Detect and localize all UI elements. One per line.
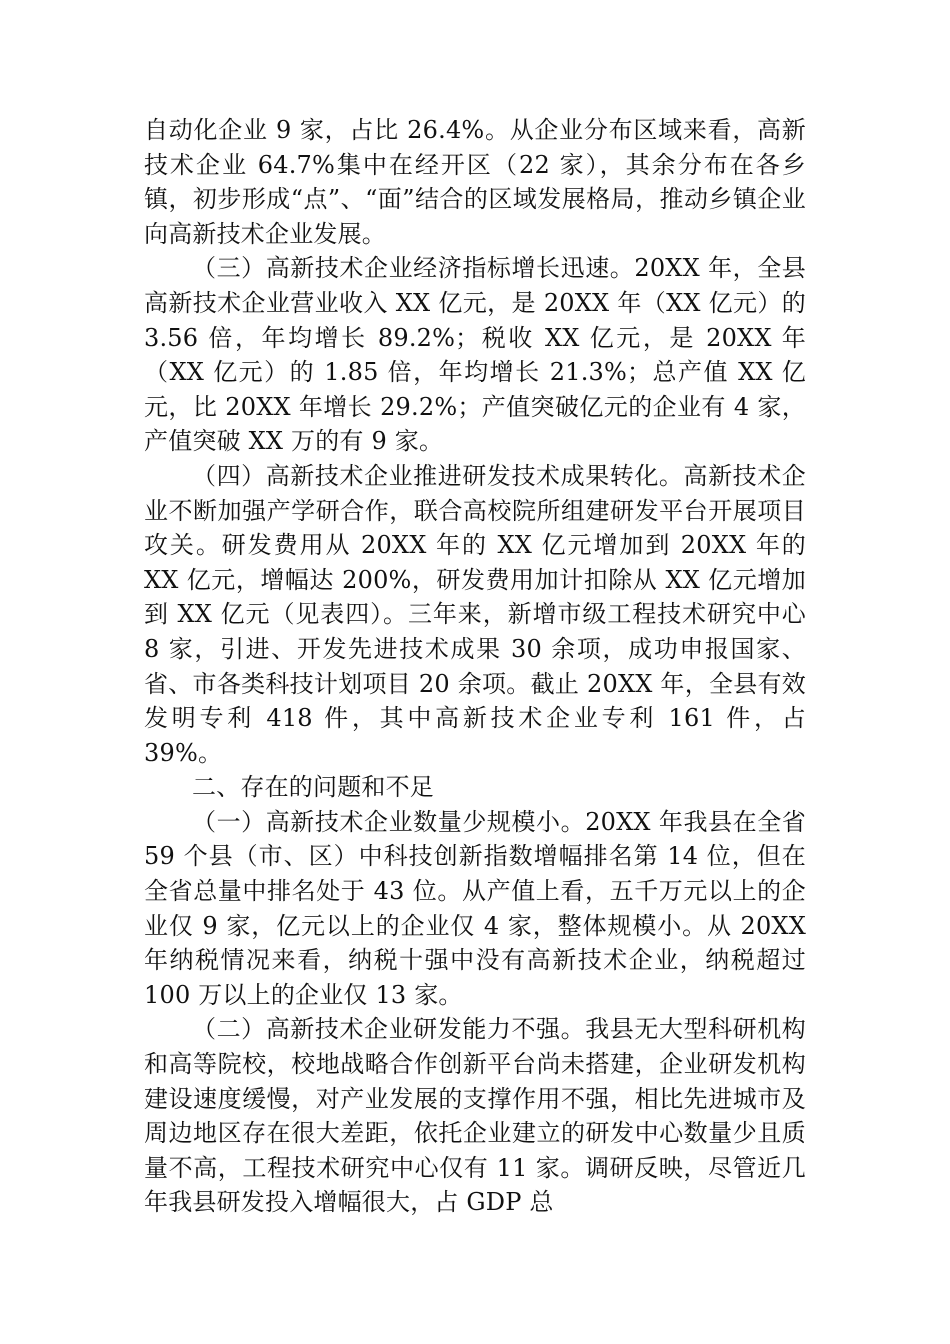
- paragraph-small-scale: （一）高新技术企业数量少规模小。20XX 年我县在全省 59 个县（市、区）中科技创新指数增幅排名第 14 位，但在全省总量中排名处于 43 位。从产值上看，五千万元以上的企业仅 9 家，亿元以上的企业仅 4 家，整体规模小。从 20XX 年纳税情况来看，纳税十强中没有高新技术企业，纳税超过 100 万以上的企业仅 13 家。: [144, 807, 806, 1009]
- paragraph-rd-transformation: （四）高新技术企业推进研发技术成果转化。高新技术企业不断加强产学研合作，联合高校院所组建研发平台开展项目攻关。研发费用从 20XX 年的 XX 亿元增加到 20XX 年的 XX 亿元，增幅达 200%，研发费用加计扣除从 XX 亿元增加到 XX 亿元（见表四）。三年来，新增市级工程技术研究中心 8 家，引进、开发先进技术成果 30 余项，成功申报国家、省、市各类科技计划项目 20 余项。截止 20XX 年，全县有效发明专利 418 件，其中高新技术企业专利 161 件，占 39%。: [144, 461, 806, 767]
- document-body: [144, 113, 806, 1220]
- paragraph-economic-indicators: （三）高新技术企业经济指标增长迅速。20XX 年，全县高新技术企业营业收入 XX 亿元，是 20XX 年（XX 亿元）的 3.56 倍，年均增长 89.2%；税收 XX 亿元，是 20XX 年（XX 亿元）的 1.85 倍，年均增长 21.3%；总产值 XX 亿元，比 20XX 年增长 29.2%；产值突破亿元的企业有 4 家，产值突破 XX 万的有 9 家。: [144, 254, 806, 456]
- paragraph-continuation: 自动化企业 9 家，占比 26.4%。从企业分布区域来看，高新技术企业 64.7%集中在经开区（22 家），其余分布在各乡镇，初步形成“点”、“面”结合的区域发展格局，推动乡镇企业向高新技术企业发展。: [144, 116, 806, 248]
- paragraph-weak-rd: （二）高新技术企业研发能力不强。我县无大型科研机构和高等院校，校地战略合作创新平台尚未搭建，企业研发机构建设速度缓慢，对产业发展的支撑作用不强，相比先进城市及周边地区存在很大差距，依托企业建立的研发中心数量少且质量不高，工程技术研究中心仅有 11 家。调研反映，尽管近几年我县研发投入增幅很大，占 GDP 总: [144, 1015, 806, 1217]
- section-heading-problems: 二、存在的问题和不足: [192, 773, 434, 802]
